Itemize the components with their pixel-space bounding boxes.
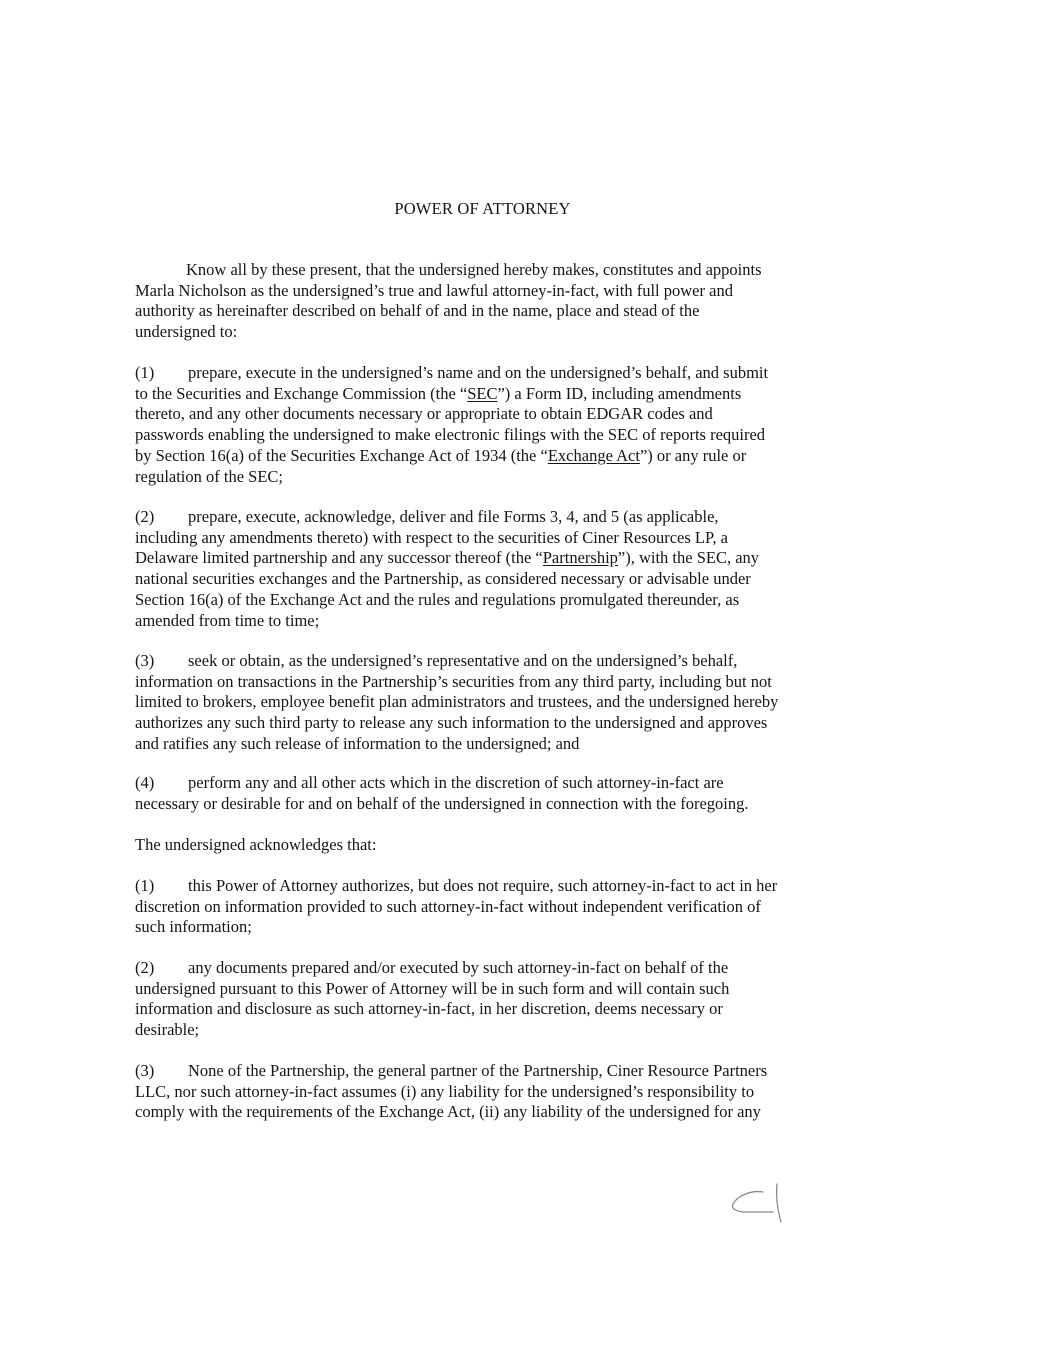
intro-line: authority as hereinafter described on behalf of and in the name, place and stead of the [135,301,700,321]
ack-item-1: (1) this Power of Attorney authorizes, but does not require, such attorney-in-fact to act in her discretion on information provided to such attorney-in-fact without independent verification of such information; [135,876,778,937]
power-item-4: (4) perform any and all other acts which in the discretion of such attorney-in-fact are necessary or desirable for and on behalf of the undersigned in connection with the foregoing. [135,773,749,813]
power-item-2: (2) prepare, execute, acknowledge, deliver and file Forms 3, 4, and 5 (as applicable, including any amendments thereto) with respect to the securities of Ciner Resources LP, a Delaware limited partnership and any successor thereof (the “Partnership”), with the SEC, any national securities exchanges and the Partnership, as considered necessary or advisable under Section 16(a) of the Exchange Act and the rules and regulations promulgated thereunder, as amended from time to time; [135,507,760,630]
acknowledges-heading: The undersigned acknowledges that: [135,835,377,854]
item-number: (3) [135,651,155,670]
intro-paragraph [135,260,835,343]
defined-term-exchange-act: Exchange Act [547,445,640,465]
ack-item-2: (2) any documents prepared and/or executed by such attorney-in-fact on behalf of the undersigned pursuant to this Power of Attorney will be in such form and will contain such information and disclosure as such attorney-in-fact, in her discretion, deems necessary or desirable; [135,958,730,1040]
intro-line: Marla Nicholson as the undersigned’s true and lawful attorney-in-fact, with full power and [135,280,733,300]
item-number: (1) [135,363,155,382]
ack-item-3: (3) None of the Partnership, the general partner of the Partnership, Ciner Resource Partners LLC, nor such attorney-in-fact assumes (i) any liability for the undersigned’s responsibility to comply with the requirements of the Exchange Act, (ii) any liability of the undersigned for any [135,1061,768,1122]
intro-line: undersigned to: [135,322,238,342]
power-item-1: (1) prepare, execute in the undersigned’s name and on the undersigned’s behalf, and submit to the Securities and Exchange Commission (the “SEC”) a Form ID, including amendments thereto, and any other documents necessary or appropriate to obtain EDGAR codes and passwords enabling the undersigned to make electronic filings with the SEC of reports required by Section 16(a) of the Securities Exchange Act of 1934 (the “Exchange Act”) or any rule or regulation of the SEC; [135,363,769,486]
item-number: (3) [135,1061,155,1080]
defined-term-partnership: Partnership [542,548,618,568]
item-number: (4) [135,773,155,792]
handwritten-initials [725,1178,795,1228]
power-item-3: (3) seek or obtain, as the undersigned’s representative and on the undersigned’s behalf, information on transactions in the Partnership’s securities from any third party, including but not limited to brokers, employee benefit plan administrators and trustees, and the undersigned hereby authorizes any such third party to release any such information to the undersigned and approves and ratifies any such release of information to the undersigned; and [135,651,779,753]
defined-term-sec: SEC [467,383,498,403]
document-title: POWER OF ATTORNEY [394,199,571,218]
item-number: (2) [135,507,155,526]
item-number: (1) [135,876,155,895]
intro-line: Know all by these present, that the undersigned hereby makes, constitutes and appoints [186,260,762,279]
item-number: (2) [135,958,155,977]
